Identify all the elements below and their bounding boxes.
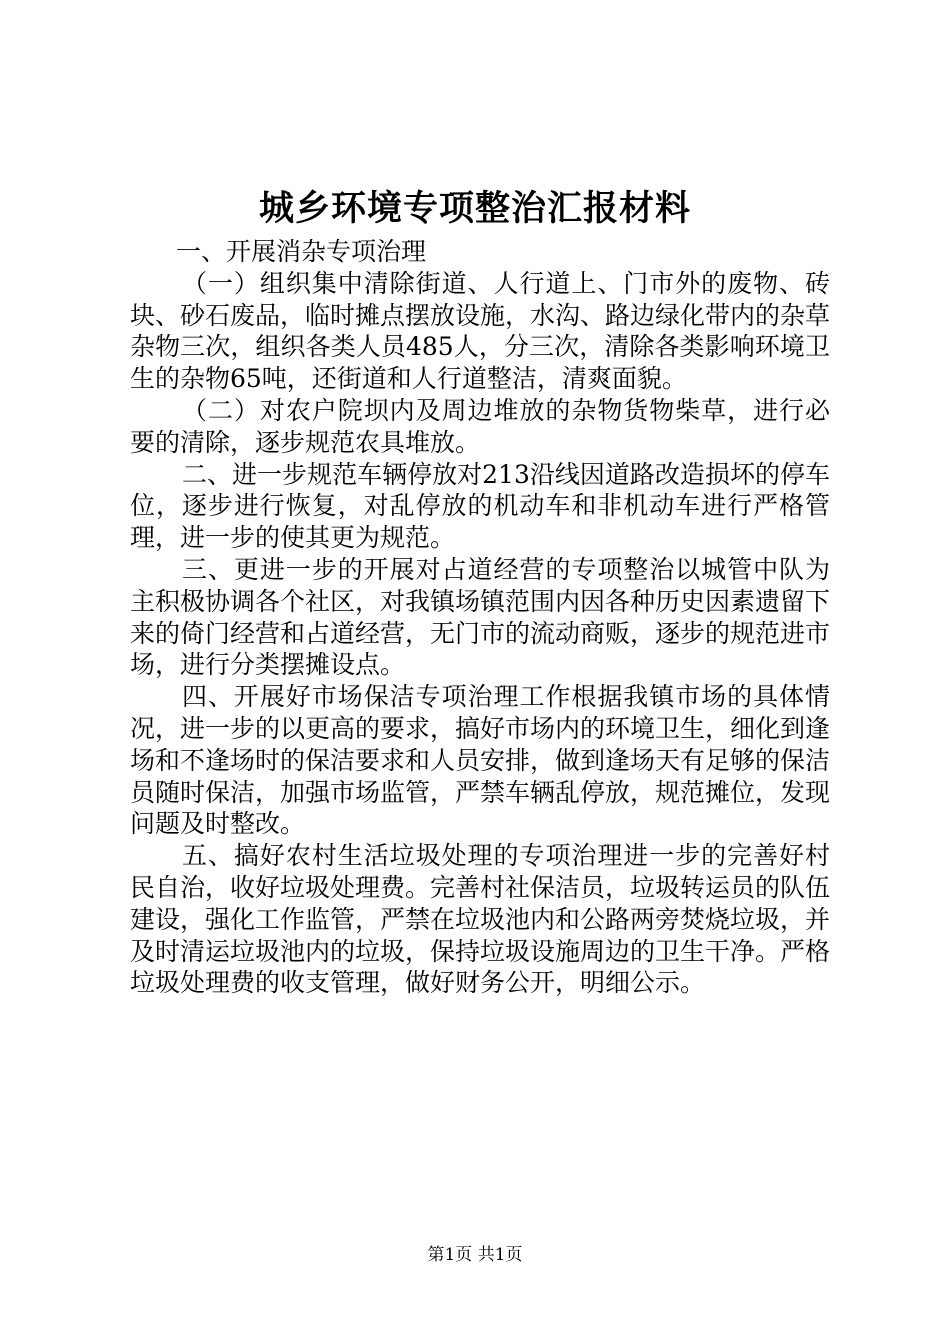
section-heading-1: 一、开展消杂专项治理 — [176, 237, 427, 266]
document-title: 城乡环境专项整治汇报材料 — [258, 188, 691, 229]
paragraph-3: 三、更进一步的开展对占道经营的专项整治以城管中队为主积极协调各个社区，对我镇场镇范围内因各种历史因素遗留下来的倚门经营和占道经营，无门市的流动商贩，逐步的规范进市场，进行分类摆摊设点。 — [130, 554, 831, 680]
page-number-footer: 第1页 共1页 — [427, 1245, 523, 1265]
document-body — [130, 236, 830, 999]
paragraph-5: 五、搞好农村生活垃圾处理的专项治理进一步的完善好村民自治，收好垃圾处理费。完善村社保洁员，垃圾转运员的队伍建设，强化工作监管，严禁在垃圾池内和公路两旁焚烧垃圾，并及时清运垃圾池内的垃圾，保持垃圾设施周边的卫生干净。严格垃圾处理费的收支管理，做好财务公开，明细公示。 — [130, 841, 831, 998]
paragraph-2: 二、进一步规范车辆停放对213沿线因道路改造损坏的停车位，逐步进行恢复，对乱停放的机动车和非机动车进行严格管理，进一步的使其更为规范。 — [130, 459, 830, 553]
paragraph-4: 四、开展好市场保洁专项治理工作根据我镇市场的具体情况，进一步的以更高的要求，搞好市场内的环境卫生，细化到逢场和不逢场时的保洁要求和人员安排，做到逢场天有足够的保洁员随时保洁，加强市场监管，严禁车辆乱停放，规范摊位，发现问题及时整改。 — [130, 682, 831, 839]
paragraph-1-1: （一）组织集中清除街道、人行道上、门市外的废物、砖块、砂石废品，临时摊点摆放设施，水沟、路边绿化带内的杂草杂物三次，组织各类人员485人，分三次，清除各类影响环境卫生的杂物65吨，还街道和人行道整洁，清爽面貌。 — [130, 268, 831, 394]
paragraph-1-2: （二）对农户院坝内及周边堆放的杂物货物柴草，进行必要的清除，逐步规范农具堆放。 — [130, 395, 830, 457]
